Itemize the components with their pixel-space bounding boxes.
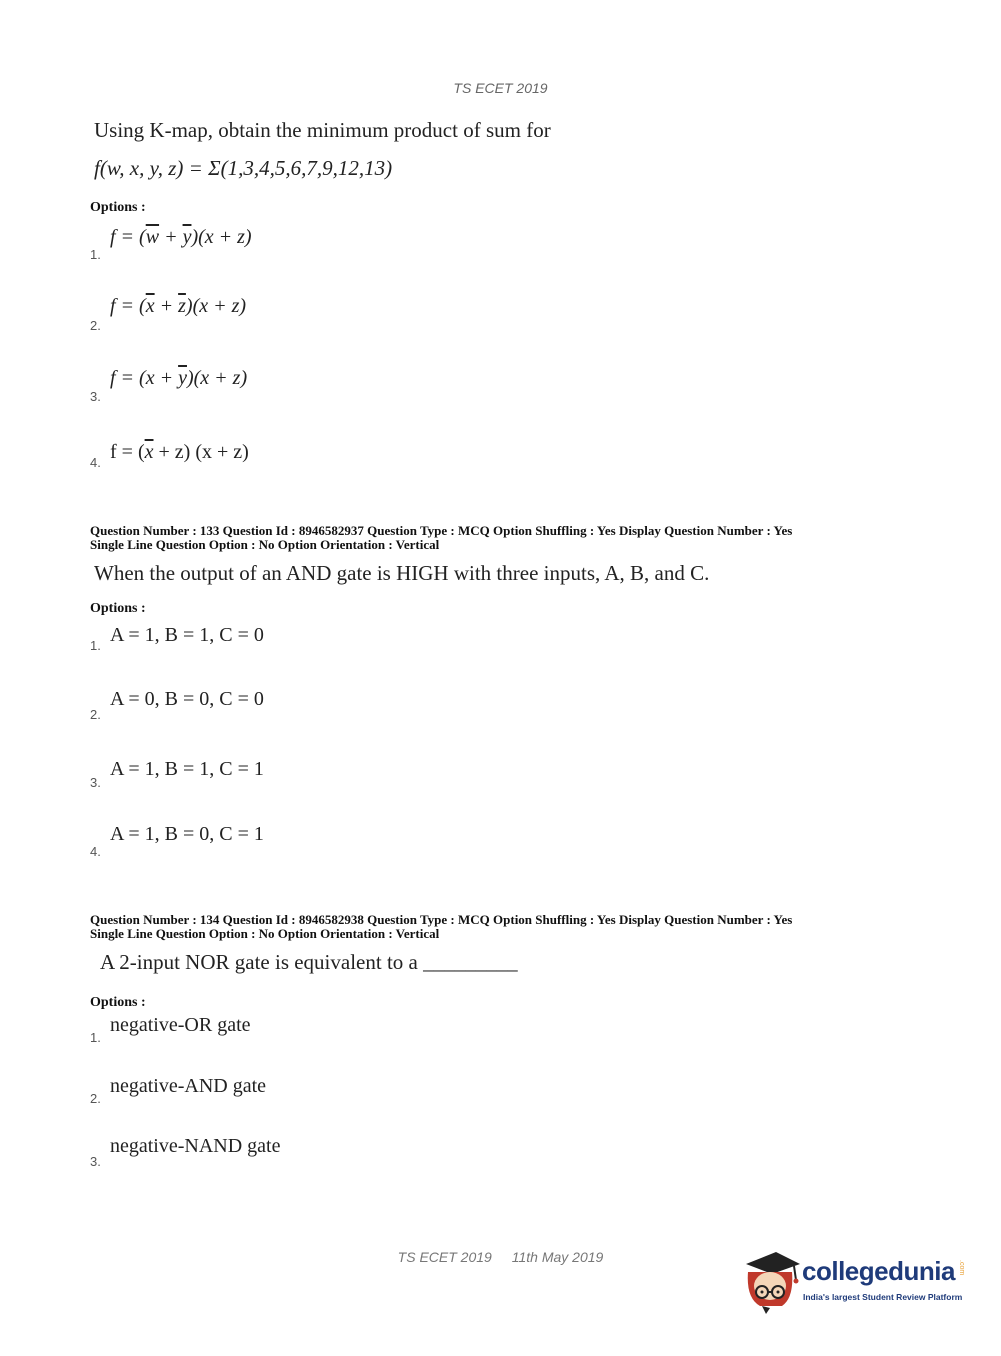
q134-prompt: A 2-input NOR gate is equivalent to a _________ bbox=[100, 950, 518, 974]
q133-option-3-number: 3. bbox=[90, 775, 101, 790]
q134-option-2-number: 2. bbox=[90, 1091, 101, 1106]
q134-meta-line-1: Question Number : 134 Question Id : 8946582938 Question Type : MCQ Option Shuffling : Yes Display Question Number : Yes bbox=[90, 912, 793, 927]
q132-prompt: Using K-map, obtain the minimum product of sum for bbox=[94, 118, 551, 142]
q132-option-3-number: 3. bbox=[90, 389, 101, 404]
q133-meta-line-2: Single Line Question Option : No Option Orientation : Vertical bbox=[90, 537, 440, 552]
q134-option-2[interactable]: negative-AND gate bbox=[110, 1075, 267, 1097]
q132-option-2-number: 2. bbox=[90, 318, 101, 333]
footer-exam: TS ECET 2019 bbox=[397, 1249, 492, 1265]
q133-option-2-number: 2. bbox=[90, 707, 101, 722]
q134-meta-line-2: Single Line Question Option : No Option Orientation : Vertical bbox=[90, 926, 440, 941]
logo-suffix: .com bbox=[958, 1260, 965, 1276]
q133-meta-line-1: Question Number : 133 Question Id : 8946582937 Question Type : MCQ Option Shuffling : Yes Display Question Number : Yes bbox=[90, 523, 793, 538]
q133-option-1[interactable]: A = 1, B = 1, C = 0 bbox=[110, 624, 264, 646]
q133-meta bbox=[90, 524, 920, 552]
q134-option-3-number: 3. bbox=[90, 1154, 101, 1169]
mascot-icon bbox=[742, 1250, 802, 1316]
q134-option-1-number: 1. bbox=[90, 1030, 101, 1045]
collegedunia-logo[interactable] bbox=[742, 1250, 972, 1320]
q134-option-1[interactable]: negative-OR gate bbox=[110, 1014, 251, 1036]
q133-option-4[interactable]: A = 1, B = 0, C = 1 bbox=[110, 823, 264, 845]
q132-function: f(w, x, y, z) = Σ(1,3,4,5,6,7,9,12,13) bbox=[94, 156, 393, 180]
q132-option-4[interactable]: $f = (\overline{x} + z) (x + z)$ bbox=[110, 441, 249, 463]
q132-option-1[interactable]: $f = (\overline{w} + \overline{y})(x + z)$ bbox=[110, 226, 252, 248]
footer-date: 11th May 2019 bbox=[511, 1249, 604, 1265]
q134-option-3[interactable]: negative-NAND gate bbox=[110, 1135, 281, 1157]
q132-option-4-number: 4. bbox=[90, 455, 101, 470]
page-header: TS ECET 2019 bbox=[453, 80, 548, 96]
q133-option-1-number: 1. bbox=[90, 638, 101, 653]
q132-option-1-number: 1. bbox=[90, 247, 101, 262]
q133-options-label: Options : bbox=[90, 601, 146, 616]
q133-option-3[interactable]: A = 1, B = 1, C = 1 bbox=[110, 758, 264, 780]
q134-options-label: Options : bbox=[90, 995, 146, 1010]
q133-option-2[interactable]: A = 0, B = 0, C = 0 bbox=[110, 688, 264, 710]
q133-prompt: When the output of an AND gate is HIGH with three inputs, A, B, and C. bbox=[94, 561, 710, 585]
q132-options-label: Options : bbox=[90, 200, 146, 215]
q132-option-3[interactable]: $f = (x + \overline{y})(x + z)$ bbox=[110, 367, 248, 389]
q134-meta bbox=[90, 913, 920, 941]
logo-tagline: India's largest Student Review Platform bbox=[803, 1292, 963, 1302]
q133-option-4-number: 4. bbox=[90, 844, 101, 859]
q132-option-2[interactable]: $f = (\overline{x} + \overline{z})(x + z)$ bbox=[110, 295, 247, 317]
logo-wordmark: collegedunia bbox=[802, 1256, 955, 1286]
